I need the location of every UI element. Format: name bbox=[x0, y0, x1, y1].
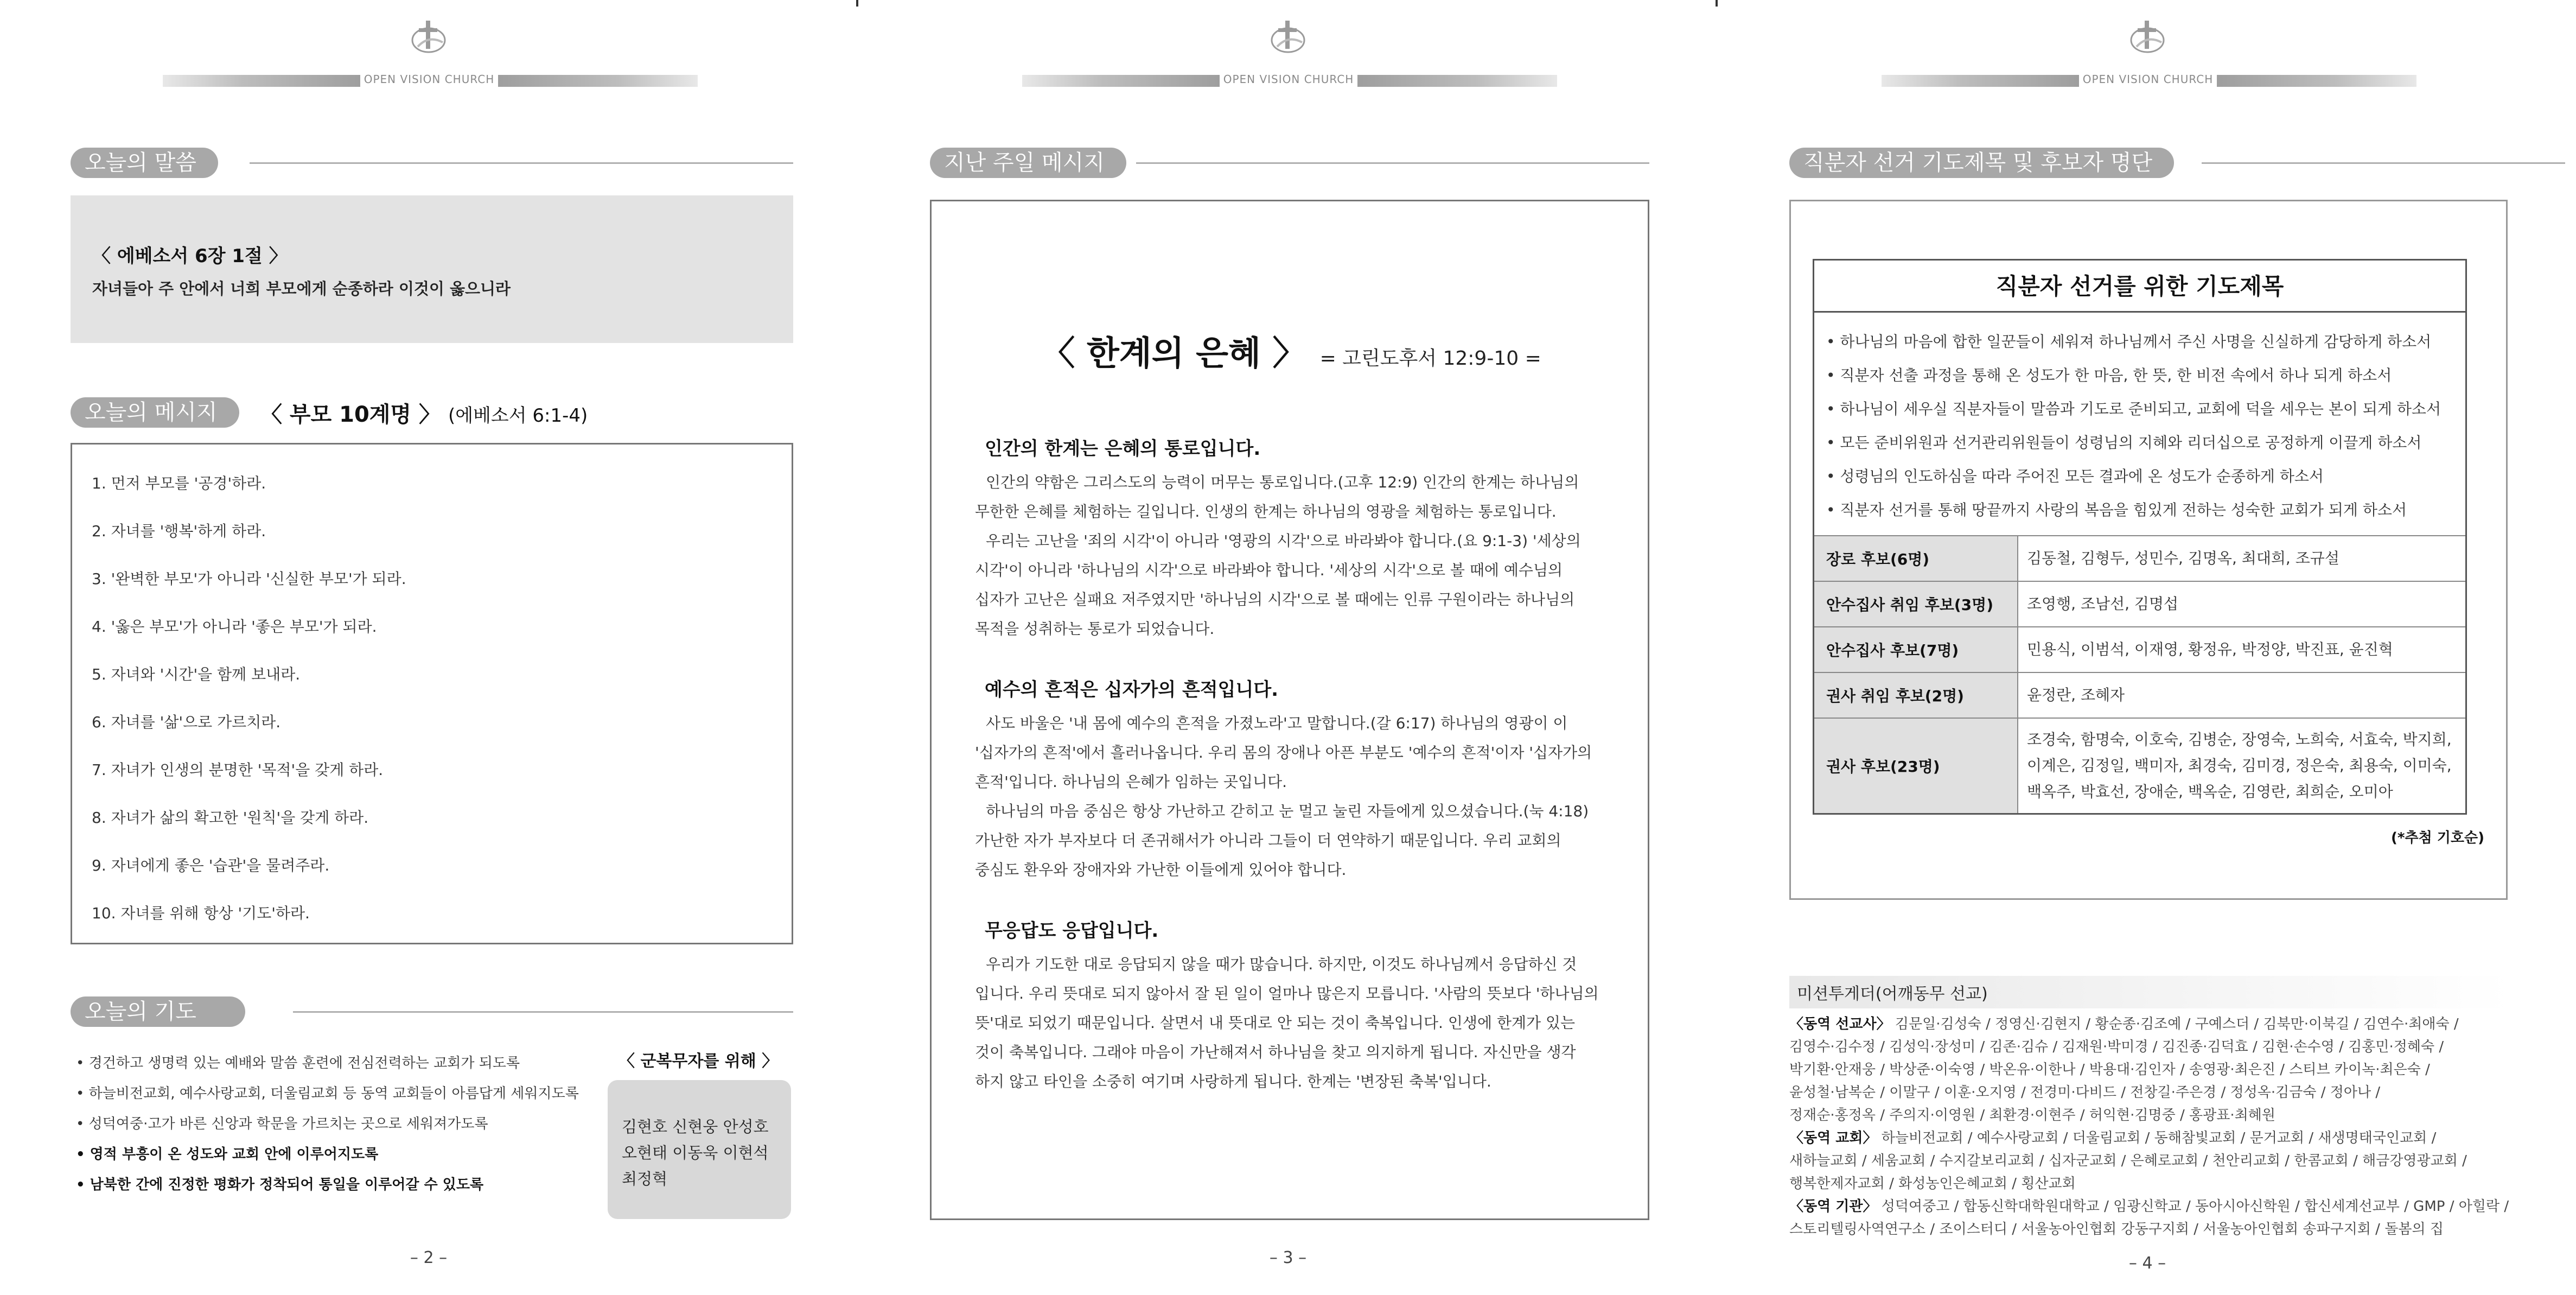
mission-title: 미션투게더(어깨동무 선교) bbox=[1789, 976, 2511, 1008]
election-prayer-item: • 성령님의 인도하심을 따라 주어진 모든 결과에 온 성도가 순종하게 하소서 bbox=[1826, 467, 2324, 485]
sermon-line: '십자가의 흔적'에서 흘러나옵니다. 우리 몸의 장애나 아픈 부분도 '예수의 흔적'이자 '십자가의 bbox=[975, 744, 1592, 761]
page-3 bbox=[859, 0, 1717, 1295]
header-bar-left bbox=[163, 75, 360, 87]
church-logo-icon bbox=[1267, 16, 1309, 58]
candidate-role: 권사 취임 후보(2명) bbox=[1814, 673, 2018, 718]
mission-line bbox=[1789, 1013, 2459, 1033]
header-bar-right bbox=[2217, 75, 2416, 87]
church-logo-icon bbox=[408, 16, 449, 58]
prayer-item: • 남북한 간에 진정한 평화가 정착되어 통일을 이루어갈 수 있도록 bbox=[76, 1177, 484, 1193]
mission-line bbox=[1789, 1036, 2444, 1056]
header-bar-right bbox=[1357, 75, 1557, 87]
section-title: 직분자 선거 기도제목 및 후보자 명단 bbox=[1789, 148, 2174, 178]
church-name: OPEN VISION CHURCH bbox=[1223, 73, 1354, 86]
candidate-names: 윤정란, 조혜자 bbox=[2027, 686, 2125, 704]
election-prayer-item: • 직분자 선거를 통해 땅끝까지 사랑의 복음을 힘있게 전하는 성숙한 교회가 되게 하소서 bbox=[1826, 501, 2407, 519]
sermon-line: 사도 바울은 '내 몸에 예수의 흔적을 가졌노라'고 말합니다.(갈 6:17) 하나님의 영광이 이 bbox=[986, 714, 1568, 732]
mission-text: 행복한제자교회 / 화성농인은혜교회 / 횡산교회 bbox=[1789, 1176, 2076, 1192]
sermon-line: 인간의 약함은 그리스도의 능력이 머무는 통로입니다.(고후 12:9) 인간의 한계는 하나님의 bbox=[986, 473, 1579, 491]
election-prayer-item: • 직분자 선출 과정을 통해 온 성도가 한 마음, 한 뜻, 한 비전 속에서 하나 되게 하소서 bbox=[1826, 366, 2392, 384]
mission-line bbox=[1789, 1058, 2430, 1078]
section-rule bbox=[250, 162, 793, 164]
section-rule bbox=[2202, 162, 2565, 164]
candidate-names: 조영행, 조남선, 김명섭 bbox=[2027, 595, 2179, 613]
election-prayer-item: • 하나님이 세우실 직분자들이 말씀과 기도로 준비되고, 교회에 덕을 세우는 본이 되게 하소서 bbox=[1826, 400, 2441, 418]
election-prayer-item: • 하나님의 마음에 합한 일꾼들이 세워져 하나님께서 주신 사명을 신실하게 감당하게 하소서 bbox=[1826, 333, 2432, 351]
verse-text: 자녀들아 주 안에서 너희 부모에게 순종하라 이것이 옳으니라 bbox=[92, 280, 511, 298]
sermon-reference: = 고린도후서 12:9-10 = bbox=[1319, 347, 1541, 370]
list-item: 5. 자녀와 '시간'을 함께 보내라. bbox=[92, 665, 301, 683]
list-item: 2. 자녀를 '행복'하게 하라. bbox=[92, 522, 266, 540]
page-header bbox=[859, 16, 1717, 86]
candidate-role: 안수집사 후보(7명) bbox=[1814, 627, 2018, 672]
mission-line bbox=[1789, 1218, 2444, 1238]
page-2 bbox=[0, 0, 857, 1295]
sermon-line: 하나님의 마음 중심은 항상 가난하고 갇히고 눈 멀고 눌린 자들에게 있으셨습니다.(눅 4:18) bbox=[986, 802, 1589, 820]
list-item: 3. '완벽한 부모'가 아니라 '신실한 부모'가 되라. bbox=[92, 570, 406, 588]
mission-text: 새하늘교회 / 세움교회 / 수지갈보리교회 / 십자군교회 / 은혜로교회 / 천안리교회 / 한콤교회 / 해금강영광교회 / bbox=[1789, 1153, 2467, 1169]
church-logo-icon bbox=[2127, 16, 2168, 58]
mission-label: 〈동역 기관〉 bbox=[1789, 1198, 1877, 1215]
sermon-line: 중심도 환우와 장애자와 가난한 이들에게 있어야 합니다. bbox=[975, 861, 1347, 879]
sermon-box bbox=[930, 200, 1649, 1220]
table-row bbox=[1814, 581, 2465, 626]
header-bar-right bbox=[498, 75, 698, 87]
sermon-line: 흔적'입니다. 하나님의 은혜가 임하는 곳입니다. bbox=[975, 773, 1287, 791]
church-name: OPEN VISION CHURCH bbox=[2082, 73, 2214, 86]
list-item: 9. 자녀에게 좋은 '습관'을 물려주라. bbox=[92, 856, 330, 874]
prayer-item: • 성덕여중·고가 바른 신앙과 학문을 가르치는 곳으로 세워져가도록 bbox=[76, 1116, 488, 1132]
crop-mark bbox=[1716, 0, 1718, 7]
candidate-role: 장로 후보(6명) bbox=[1814, 536, 2018, 581]
mission-text: 스토리텔링사역연구소 / 조이스터디 / 서울농아인협회 강동구지회 / 서울농아인협회 송파구지회 / 돌봄의 집 bbox=[1789, 1221, 2444, 1237]
sermon-line: 것이 축복입니다. 그래야 마음이 가난해져서 하나님을 찾고 의지하게 됩니다. 자신만을 생각 bbox=[975, 1043, 1576, 1061]
page-header bbox=[1719, 16, 2576, 86]
candidate-names: 민용식, 이범석, 이재영, 황정유, 박정양, 박진표, 윤진혁 bbox=[2027, 640, 2393, 658]
message-title-text: 〈 부모 10계명 〉 bbox=[260, 402, 441, 427]
section-rule bbox=[1136, 162, 1649, 164]
message-title bbox=[260, 397, 588, 428]
election-box bbox=[1789, 200, 2508, 900]
mission-text: 박기환·안재웅 / 박상준·이숙영 / 박온유·이한나 / 박용대·김인자 / 송영광·최은진 / 스티브 카이녹·최은숙 / bbox=[1789, 1062, 2430, 1078]
list-item: 10. 자녀를 위해 항상 '기도'하라. bbox=[92, 904, 310, 922]
sermon-line: 뜻'대로 되었기 때문입니다. 살면서 내 뜻대로 안 되는 것이 축복입니다. 인생에 한계가 있는 bbox=[975, 1014, 1576, 1032]
sermon-line: 우리가 기도한 대로 응답되지 않을 때가 많습니다. 하지만, 이것도 하나님께서 응답하신 것 bbox=[986, 955, 1577, 973]
section-today-prayer bbox=[71, 996, 793, 1027]
sermon-line: 우리는 고난을 '죄의 시각'이 아니라 '영광의 시각'으로 바라봐야 합니다.(요 9:1-3) '세상의 bbox=[986, 532, 1581, 550]
candidate-role: 안수집사 취임 후보(3명) bbox=[1814, 582, 2018, 626]
section-title: 오늘의 기도 bbox=[71, 996, 245, 1027]
section-last-sunday bbox=[930, 148, 1649, 178]
mission-line bbox=[1789, 1104, 2275, 1124]
mission-text: 김문일·김성숙 / 정영신·김현지 / 황순종·김조예 / 구예스더 / 김북만·이북길 / 김연수·최애숙 / bbox=[1895, 1016, 2459, 1032]
table-row bbox=[1814, 535, 2465, 581]
verse-box bbox=[71, 195, 793, 343]
mission-text: 성덕여중고 / 합동신학대학원대학교 / 임광신학교 / 동아시아신학원 / 합신세계선교부 / GMP / 아힐락 / bbox=[1881, 1198, 2509, 1215]
mission-line bbox=[1789, 1127, 2436, 1147]
list-item: 4. '옳은 부모'가 아니라 '좋은 부모'가 되라. bbox=[92, 618, 377, 636]
sermon-point-heading: 인간의 한계는 은혜의 통로입니다. bbox=[985, 438, 1261, 460]
sermon-line: 입니다. 우리 뜻대로 되지 않아서 잘 된 일이 얼마나 많은지 모릅니다. '사람의 뜻보다 '하나님의 bbox=[975, 985, 1599, 1002]
table-title: 직분자 선거를 위한 기도제목 bbox=[1814, 261, 2465, 313]
commandment-list bbox=[71, 443, 793, 944]
page-header bbox=[0, 16, 857, 86]
sermon-line: 목적을 성취하는 통로가 되었습니다. bbox=[975, 620, 1215, 638]
verse-reference: 〈 에베소서 6장 1절 〉 bbox=[92, 245, 288, 267]
mission-label: 〈동역 선교사〉 bbox=[1789, 1016, 1891, 1032]
list-item: 1. 먼저 부모를 '공경'하라. bbox=[92, 474, 266, 492]
election-prayer-item: • 모든 준비위원과 선거관리위원들이 성령님의 지혜와 리더십으로 공정하게 이끌게 하소서 bbox=[1826, 434, 2422, 452]
candidate-table bbox=[1813, 259, 2467, 815]
sermon-title: 〈 한계의 은혜 〉 bbox=[1041, 333, 1306, 373]
section-today-message bbox=[71, 397, 255, 428]
list-item: 8. 자녀가 삶의 확고한 '원칙'을 갖게 하라. bbox=[92, 809, 369, 827]
page-number: – 4 – bbox=[2128, 1254, 2166, 1273]
mission-text: 하늘비전교회 / 예수사랑교회 / 더울림교회 / 동해참빛교회 / 문거교회 / 새생명태국인교회 / bbox=[1881, 1130, 2437, 1146]
sermon-point-heading: 예수의 흔적은 십자가의 흔적입니다. bbox=[985, 679, 1279, 701]
section-today-word bbox=[71, 148, 793, 178]
section-title: 오늘의 메시지 bbox=[71, 397, 239, 428]
candidate-names: 김동철, 김형두, 성민수, 김명옥, 최대희, 조규설 bbox=[2027, 549, 2339, 567]
mission-line bbox=[1789, 1150, 2467, 1170]
sermon-point-heading: 무응답도 응답입니다. bbox=[985, 920, 1159, 942]
sermon-line: 하지 않고 타인을 소중히 여기며 사랑하게 됩니다. 한계는 '변장된 축복'입니다. bbox=[975, 1072, 1491, 1090]
page-4 bbox=[1719, 0, 2576, 1295]
message-reference: (에베소서 6:1-4) bbox=[448, 405, 588, 427]
mission-line bbox=[1789, 1195, 2509, 1215]
list-item: 6. 자녀를 '삶'으로 가르치라. bbox=[92, 713, 281, 731]
mission-text: 정재순·홍정옥 / 주의지·이영원 / 최환경·이현주 / 허익현·김명중 / 홍광표·최혜원 bbox=[1789, 1107, 2275, 1123]
page-number: – 2 – bbox=[410, 1248, 448, 1267]
table-row bbox=[1814, 626, 2465, 672]
church-name: OPEN VISION CHURCH bbox=[364, 73, 495, 86]
page-number: – 3 – bbox=[1269, 1248, 1307, 1267]
sermon-line: 무한한 은혜를 체험하는 길입니다. 인생의 한계는 하나님의 영광을 체험하는 통로입니다. bbox=[975, 503, 1557, 520]
sermon-line: 십자가 고난은 실패요 저주였지만 '하나님의 시각'으로 볼 때에는 인류 구원이라는 하나님의 bbox=[975, 591, 1575, 608]
mission-text: 윤성철·남복순 / 이말구 / 이훈·오지영 / 전경미·다비드 / 전창길·주은경 / 정성옥·김금숙 / 정아나 / bbox=[1789, 1084, 2381, 1101]
military-title: 〈 군복무자를 위해 〉 bbox=[619, 1052, 779, 1071]
military-names: 김현호 신현웅 안성호 오현태 이동욱 이현석 최정혁 bbox=[622, 1118, 769, 1188]
section-title: 지난 주일 메시지 bbox=[930, 148, 1126, 178]
military-names-box bbox=[608, 1080, 791, 1219]
sermon-heading bbox=[932, 326, 1651, 374]
mission-text: 김영수·김수정 / 김성익·장성미 / 김존·김슈 / 김재원·박미경 / 김진종·김덕효 / 김현·손수영 / 김홍민·정혜숙 / bbox=[1789, 1039, 2444, 1055]
lottery-note: (*추첨 기호순) bbox=[2391, 830, 2484, 846]
prayer-item: • 경건하고 생명력 있는 예배와 말씀 훈련에 전심전력하는 교회가 되도록 bbox=[76, 1055, 520, 1071]
prayer-item: • 영적 부흥이 온 성도와 교회 안에 이루어지도록 bbox=[76, 1146, 379, 1163]
candidate-role: 권사 후보(23명) bbox=[1814, 719, 2018, 813]
list-item: 7. 자녀가 인생의 분명한 '목적'을 갖게 하라. bbox=[92, 761, 384, 779]
section-rule bbox=[293, 1011, 793, 1013]
mission-line bbox=[1789, 1172, 2076, 1192]
crop-mark bbox=[856, 0, 858, 7]
mission-label: 〈동역 교회〉 bbox=[1789, 1130, 1877, 1146]
candidate-names: 조경숙, 함명숙, 이호숙, 김병순, 장영숙, 노희숙, 서효숙, 박지희, 이계은, 김정일, 백미자, 최경숙, 김미경, 정은숙, 최용숙, 이미숙, 백옥주, 박효선, 장애순, 백옥순, 김영란, 최희순, 오미아 bbox=[2027, 731, 2452, 801]
sermon-line: 시각'이 아니라 '하나님의 시각'으로 바라봐야 합니다. '세상의 시각'으로 볼 때에 예수님의 bbox=[975, 561, 1563, 579]
prayer-item: • 하늘비전교회, 예수사랑교회, 더울림교회 등 동역 교회들이 아름답게 세워지도록 bbox=[76, 1085, 579, 1102]
header-bar-left bbox=[1882, 75, 2079, 87]
section-election bbox=[1789, 148, 2565, 178]
sermon-line: 가난한 자가 부자보다 더 존귀해서가 아니라 그들이 더 연약하기 때문입니다. 우리 교회의 bbox=[975, 831, 1561, 849]
table-row bbox=[1814, 718, 2465, 813]
section-title: 오늘의 말씀 bbox=[71, 148, 218, 178]
header-bar-left bbox=[1022, 75, 1220, 87]
table-row bbox=[1814, 672, 2465, 718]
mission-line bbox=[1789, 1081, 2380, 1101]
